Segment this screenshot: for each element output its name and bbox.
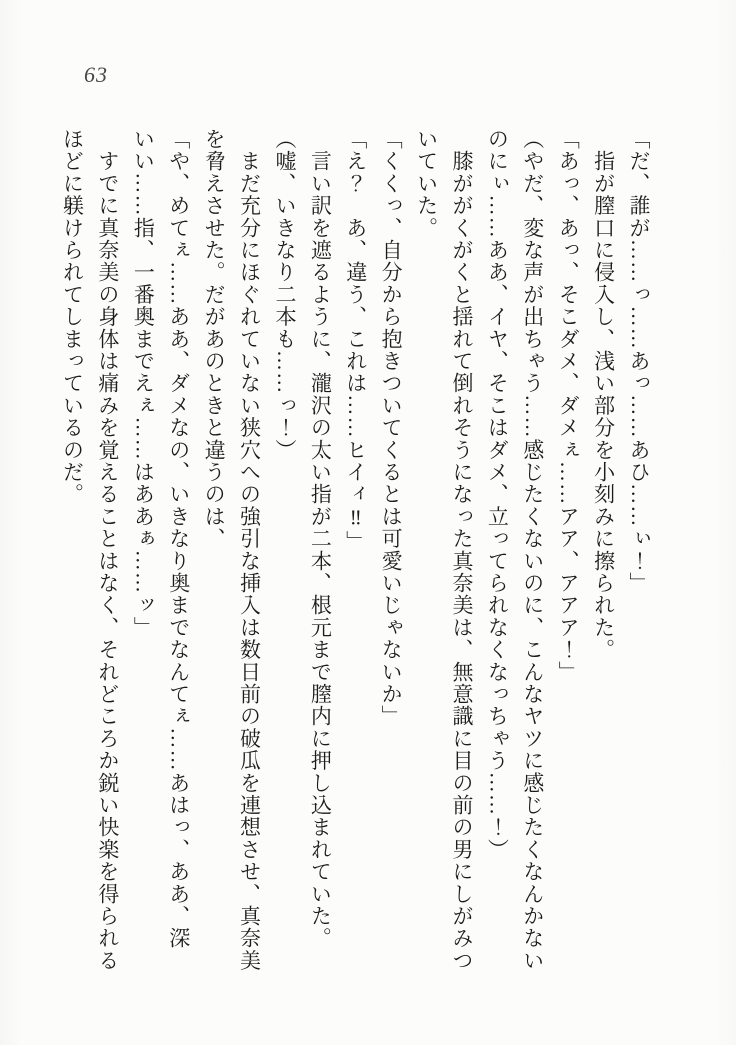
- text-block: [52, 128, 656, 1013]
- text-line-13: を脅えさせた。だがあのときと違うのは、: [202, 128, 227, 550]
- page-number: 63: [84, 62, 108, 87]
- text-line-3: 「あっ、あっ、そこダメ、ダメぇ……アア、アアア！」: [556, 128, 581, 683]
- text-line-16: すでに真奈美の身体は痛みを覚えることはなく、それどころか鋭い快楽を得られる: [95, 128, 120, 972]
- text-line-15: いい……指、一番奥までえぇ……はああぁ……ッ」: [131, 128, 156, 639]
- text-line-12: まだ充分にほぐれていない狭穴への強引な挿入は数日前の破瓜を連想させ、真奈美: [237, 128, 262, 972]
- text-line-2: 指が膣口に侵入し、浅い部分を小刻みに擦られた。: [591, 128, 616, 661]
- text-line-11: （嘘、いきなり二本も……っ！）: [272, 128, 297, 461]
- text-line-9: 「え？ あ、違う、これは……ヒイィ‼」: [343, 128, 368, 553]
- text-line-17: ほどに躾けられてしまっているのだ。: [60, 128, 85, 506]
- text-line-5: のにぃ……ああ、イヤ、そこはダメ、立ってられなくなっちゃう……！）: [485, 128, 510, 861]
- text-line-6: 膝ががくがくと揺れて倒れそうになった真奈美は、無意識に目の前の男にしがみつ: [449, 128, 474, 972]
- text-line-8: 「くくっ、自分から抱きついてくるとは可愛いじゃないか」: [379, 128, 404, 728]
- text-line-10: 言い訳を遮るように、瀧沢の太い指が二本、根元まで膣内に押し込まれていた。: [308, 128, 333, 950]
- text-line-14: 「や、めてぇ……ああ、ダメなの、いきなり奥までなんてぇ……あはっ、ああ、深: [166, 128, 191, 950]
- text-line-7: いていた。: [414, 128, 439, 239]
- text-line-4: （やだ、変な声が出ちゃう……感じたくないのに、こんなヤツに感じたくなんかない: [520, 128, 545, 972]
- text-line-1: 「だ、誰が……っ……あっ……あひ……ぃ！」: [627, 128, 651, 595]
